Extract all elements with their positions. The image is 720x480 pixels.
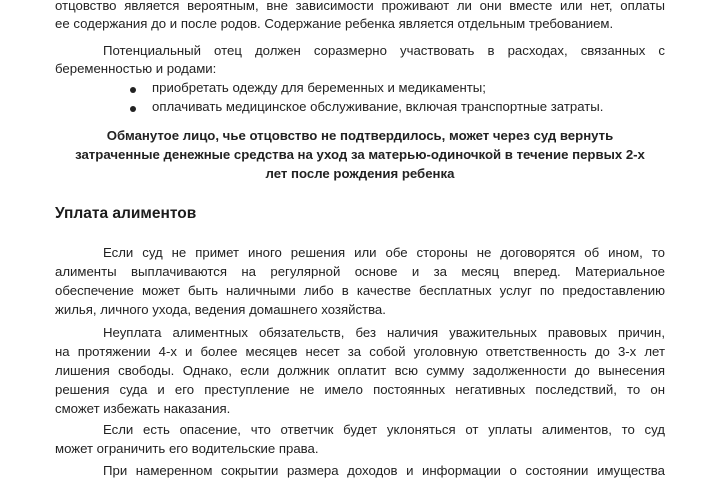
bullet-dot-1 [130, 87, 136, 93]
bullet-dot-2 [130, 106, 136, 112]
section-heading: Уплата алиментов [55, 205, 197, 222]
p1-line-2: алименты выплачиваются на регулярной основе и за месяц вперед. Материальное [55, 264, 665, 279]
p2-line-5: сможет избежать наказания. [55, 401, 231, 416]
intro-line-1: отцовство является вероятным, вне зависимости проживают ли они вместе или нет, оплаты [55, 0, 665, 13]
intro-line-3: Потенциальный отец должен соразмерно участвовать в расходах, связанных с [103, 43, 665, 58]
bullet-item-1: приобретать одежду для беременных и медикаменты; [152, 80, 486, 95]
note-line-1: Обманутое лицо, чье отцовство не подтвердилось, может через суд вернуть [106, 128, 614, 143]
p2-line-3: лишения свободы. Однако, если должник оплатит всю сумму задолженности до вынесения [55, 363, 665, 378]
p1-line-3: обеспечение может быть наличными либо в качестве бесплатных услуг по предоставлению [55, 283, 665, 298]
intro-line-2: ее содержания до и после родов. Содержание ребенка является отдельным требованием. [55, 16, 614, 31]
p3-line-2: может ограничить его водительские права. [55, 441, 319, 456]
p2-line-1: Неуплата алиментных обязательств, без наличия уважительных правовых причин, [103, 325, 665, 340]
p1-line-4: жилья, личного ухода, ведения домашнего хозяйства. [55, 302, 386, 317]
p2-line-4: решения суда и его преступление не имело постоянных негативных последствий, то он [55, 382, 665, 397]
p2-line-2: на протяжении 4-х и более месяцев несет за собой уголовную ответственность до 3-х лет [55, 344, 665, 359]
p1-line-1: Если суд не примет иного решения или обе стороны не договорятся об ином, то [103, 245, 665, 260]
note-line-3: лет после рождения ребенка [265, 166, 455, 181]
bullet-item-2: оплачивать медицинское обслуживание, включая транспортные затраты. [152, 99, 604, 114]
note-line-2: затраченные денежные средства на уход за матерью-одиночкой в течение первых 2-х [75, 147, 645, 162]
intro-line-4: беременностью и родами: [55, 61, 217, 76]
p3-line-1: Если есть опасение, что ответчик будет уклоняться от уплаты алиментов, то суд [103, 422, 665, 437]
p4-line-1: При намеренном сокрытии размера доходов и информации о состоянии имущества [103, 463, 665, 478]
